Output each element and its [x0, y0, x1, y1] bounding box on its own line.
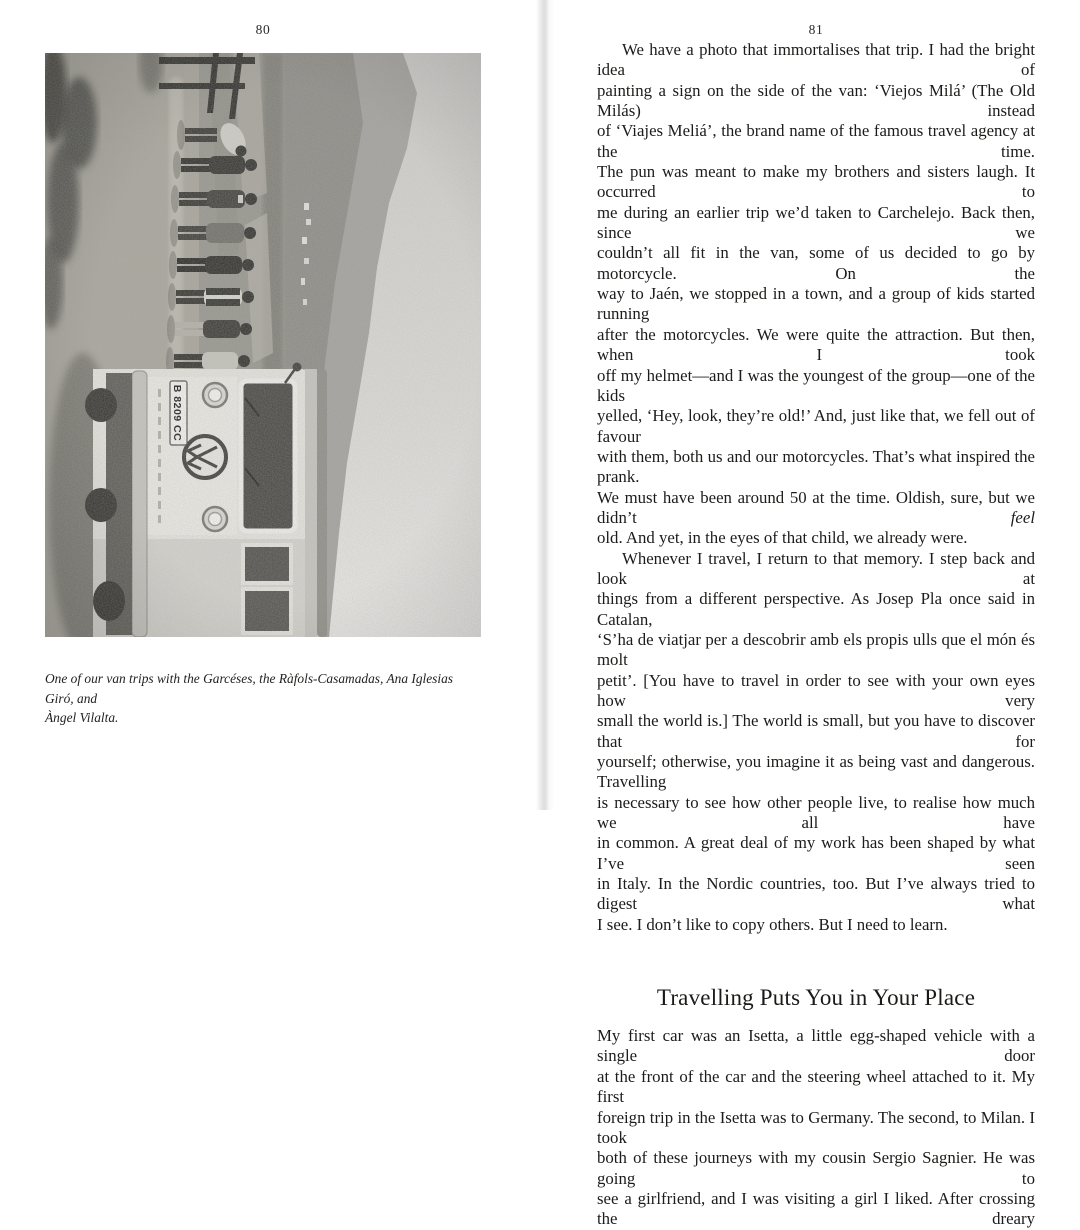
text-line: things from a different perspective. As Josep Pla once said in Catalan,	[597, 589, 1035, 629]
text-line: off my helmet—and I was the youngest of the group—one of the kids	[597, 365, 1035, 405]
text-line: of ‘Viajes Meliá’, the brand name of the famous travel agency at the time.	[597, 121, 1035, 161]
paragraph	[597, 40, 1035, 549]
text-line: yelled, ‘Hey, look, they’re old!’ And, just like that, we fell out of favour	[597, 406, 1035, 446]
text-line: couldn’t all fit in the van, some of us decided to go by motorcycle. On the	[597, 243, 1035, 283]
body-paragraphs-after-heading	[597, 1026, 1035, 1229]
text-line: petit’. [You have to travel in order to see with your own eyes how very	[597, 670, 1035, 710]
left-page-number: 80	[255, 22, 271, 37]
text-line: at the front of the car and the steering wheel attached to it. My first	[597, 1066, 1035, 1107]
text-line: both of these journeys with my cousin Sergio Sagnier. He was going to	[597, 1148, 1035, 1188]
caption-line: Àngel Vilalta.	[45, 710, 119, 725]
text-line: We must have been around 50 at the time. Oldish, sure, but we didn’t feel	[597, 487, 1035, 527]
book-gutter-shadow	[536, 0, 554, 810]
text-line: foreign trip in the Isetta was to Germany. The second, to Milan. I took	[597, 1107, 1035, 1147]
van-trip-photograph	[45, 53, 481, 637]
vignette	[45, 53, 481, 637]
right-page-number: 81	[808, 22, 824, 37]
photo-scene	[45, 53, 481, 637]
text-line: in common. A great deal of my work has been shaped by what I’ve seen	[597, 833, 1035, 873]
text-line: in Italy. In the Nordic countries, too. But I’ve always tried to digest what	[597, 874, 1035, 914]
italic-text: feel	[1010, 507, 1035, 527]
text-line: ‘S’ha de viatjar per a descobrir amb els propis ulls que el món és molt	[597, 629, 1035, 670]
text-line: small the world is.] The world is small, but you have to discover that for	[597, 711, 1035, 751]
text-line: My first car was an Isetta, a little egg-shaped vehicle with a single door	[597, 1026, 1035, 1066]
text-line: old. And yet, in the eyes of that child, we already were.	[597, 528, 968, 548]
text-line: with them, both us and our motorcycles. That’s what inspired the prank.	[597, 446, 1035, 487]
text-line: is necessary to see how other people live, to realise how much we all have	[597, 792, 1035, 833]
text-line: see a girlfriend, and I was visiting a girl I liked. After crossing the dreary	[597, 1188, 1035, 1229]
text-line: way to Jaén, we stopped in a town, and a group of kids started running	[597, 284, 1035, 324]
section-heading: Travelling Puts You in Your Place	[656, 985, 976, 1011]
text-line: me during an earlier trip we’d taken to Carchelejo. Back then, since we	[597, 202, 1035, 243]
photo-caption	[45, 669, 481, 728]
paragraph	[597, 1026, 1035, 1229]
text-line: after the motorcycles. We were quite the attraction. But then, when I took	[597, 324, 1035, 365]
text-line: We have a photo that immortalises that trip. I had the bright idea of	[597, 40, 1035, 80]
text-line: I see. I don’t like to copy others. But I need to learn.	[597, 914, 948, 934]
caption-line: One of our van trips with the Garcéses, the Ràfols-Casamadas, Ana Iglesias Giró, and	[45, 671, 454, 706]
text-column	[597, 40, 1035, 1230]
text-line: Whenever I travel, I return to that memory. I step back and look at	[597, 548, 1035, 588]
text-line: The pun was meant to make my brothers and sisters laugh. It occurred to	[597, 162, 1035, 202]
paragraph	[597, 549, 1035, 936]
text-line: painting a sign on the side of the van: ‘Viejos Milá’ (The Old Milás) instead	[597, 80, 1035, 121]
text-line: yourself; otherwise, you imagine it as being vast and dangerous. Travelling	[597, 752, 1035, 792]
body-paragraphs	[597, 40, 1035, 935]
